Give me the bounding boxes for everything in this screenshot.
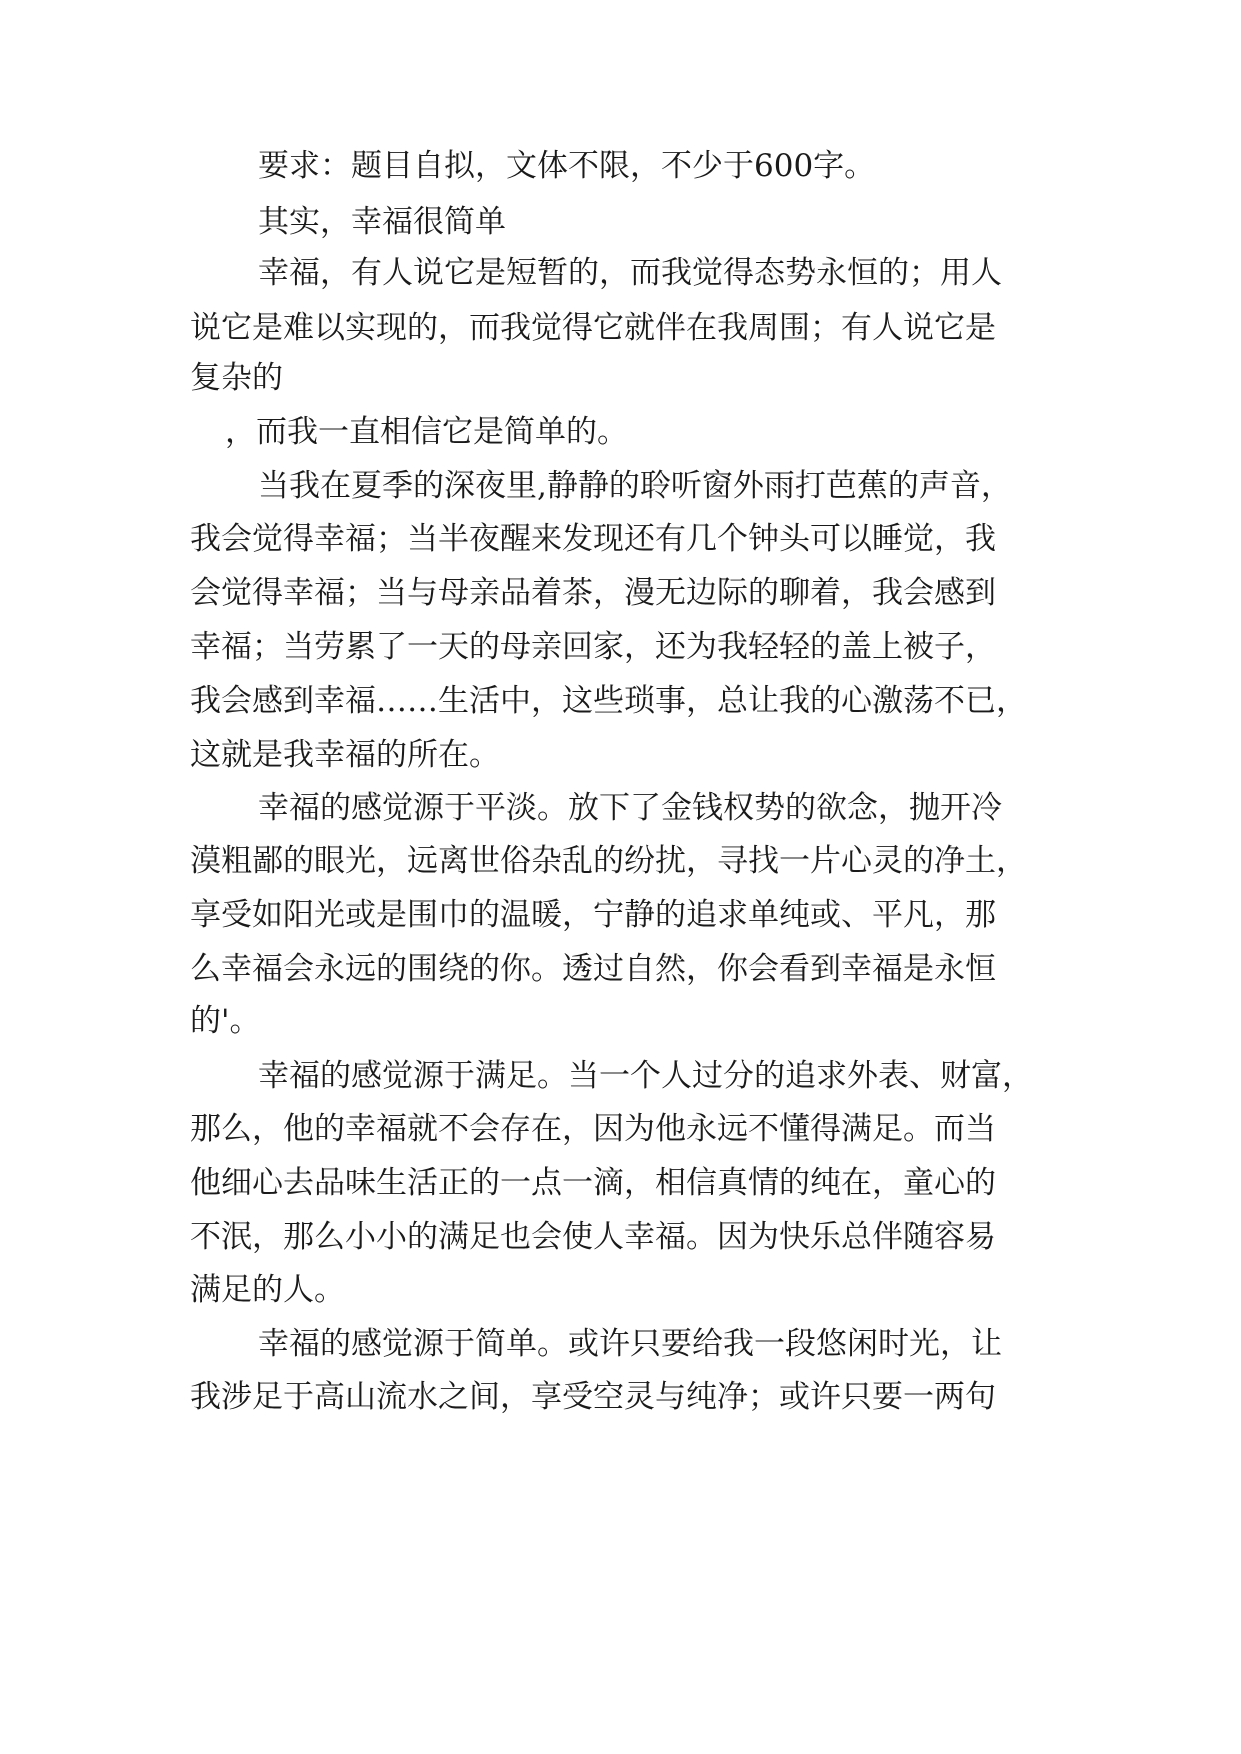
paragraph-line: 会觉得幸福；当与母亲品着茶，漫无边际的聊着，我会感到: [190, 575, 996, 611]
paragraph-line: 这就是我幸福的所在。: [190, 737, 500, 773]
paragraph-line: 的'。: [190, 1003, 261, 1039]
paragraph-line: 他细心去品味生活正的一点一滴，相信真情的纯在，童心的: [190, 1165, 996, 1201]
paragraph-line: 我会觉得幸福；当半夜醒来发现还有几个钟头可以睡觉，我: [190, 521, 996, 557]
paragraph-line: 复杂的: [190, 360, 283, 396]
paragraph-line: 那么，他的幸福就不会存在，因为他永远不懂得满足。而当: [190, 1111, 996, 1147]
paragraph-line: 幸福；当劳累了一天的母亲回家，还为我轻轻的盖上被子，: [190, 629, 996, 665]
paragraph-line: 幸福的感觉源于满足。当一个人过分的追求外表、财富，: [258, 1058, 1033, 1094]
essay-title: 其实，幸福很简单: [258, 204, 506, 240]
paragraph-line: 么幸福会永远的围绕的你。透过自然，你会看到幸福是永恒: [190, 951, 996, 987]
paragraph-line: 当我在夏季的深夜里,静静的聆听窗外雨打芭蕉的声音，: [258, 468, 1012, 504]
paragraph-line: 幸福的感觉源于平淡。放下了金钱权势的欲念，抛开冷: [258, 790, 1002, 826]
paragraph-line: 漠粗鄙的眼光，远离世俗杂乱的纷扰，寻找一片心灵的净土，: [190, 843, 1027, 879]
paragraph-line: 我涉足于高山流水之间，享受空灵与纯净；或许只要一两句: [190, 1379, 996, 1415]
requirement-line: 要求：题目自拟，文体不限，不少于600字。: [258, 148, 876, 184]
paragraph-line: 说它是难以实现的，而我觉得它就伴在我周围；有人说它是: [190, 310, 996, 346]
paragraph-line: 幸福的感觉源于简单。或许只要给我一段悠闲时光，让: [258, 1326, 1002, 1362]
paragraph-line: 满足的人。: [190, 1272, 345, 1308]
paragraph-line: 幸福，有人说它是短暂的，而我觉得态势永恒的；用人: [258, 255, 1002, 291]
paragraph-line: ，而我一直相信它是简单的。: [225, 414, 628, 450]
paragraph-line: 享受如阳光或是围巾的温暖，宁静的追求单纯或、平凡，那: [190, 897, 996, 933]
paragraph-line: 不泯，那么小小的满足也会使人幸福。因为快乐总伴随容易: [190, 1219, 996, 1255]
paragraph-line: 我会感到幸福……生活中，这些琐事，总让我的心激荡不已，: [190, 683, 1027, 719]
